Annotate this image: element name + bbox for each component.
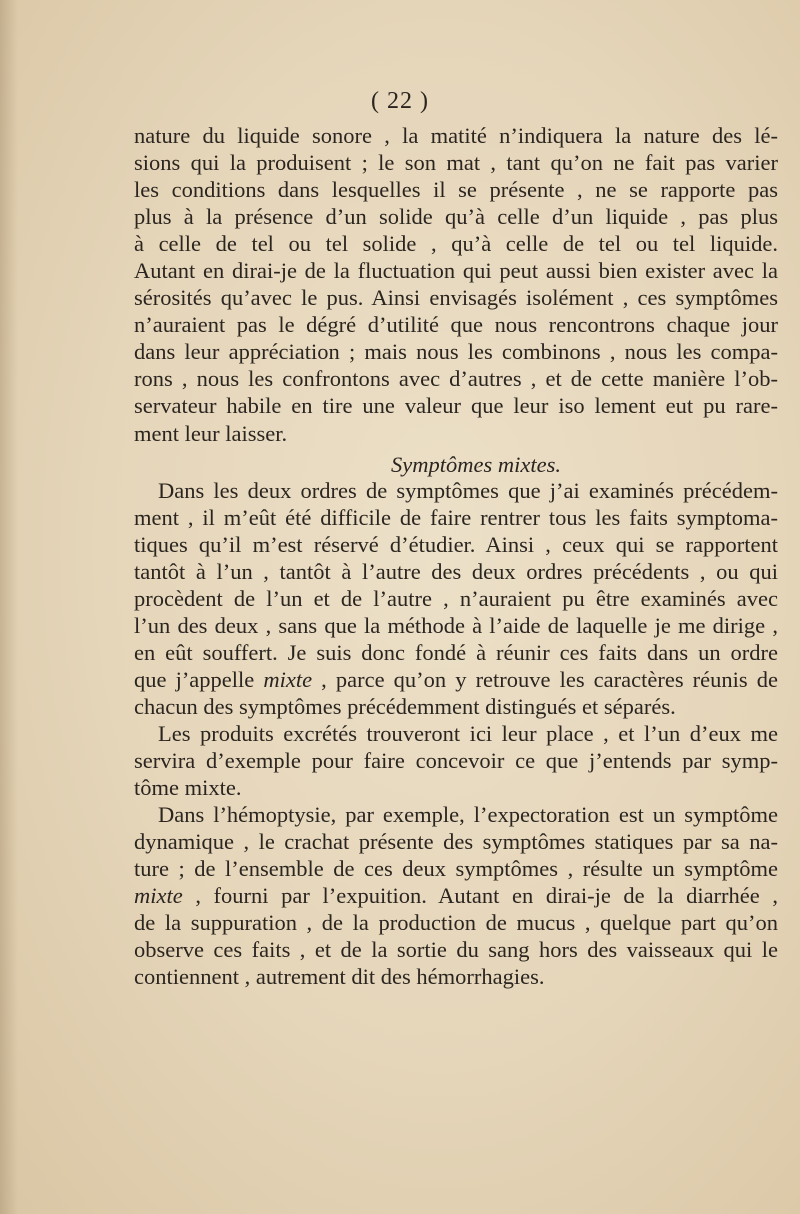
text-line: plus à la présence d’un solide qu’à celle d’un liquide , pas plus xyxy=(134,204,778,230)
text-line: ment , il m’eût été difficile de faire rentrer tous les faits symptoma- xyxy=(134,504,778,530)
text-line: en eût souffert. Je suis donc fondé à réunir ces faits dans un ordre xyxy=(134,639,778,665)
text-line: dans leur appréciation ; mais nous les combinons , nous les compa- xyxy=(134,339,778,365)
paragraph xyxy=(134,801,778,990)
text-line: contiennent , autrement dit des hémorrhagies. xyxy=(134,964,545,990)
text-line: tiques qu’il m’est réservé d’étudier. Ainsi , ceux qui se rapportent xyxy=(134,531,778,557)
text-line: sérosités qu’avec le pus. Ainsi envisagés isolément , ces symptômes xyxy=(134,285,778,311)
text-line: à celle de tel ou tel solide , qu’à celle de tel ou tel liquide. xyxy=(134,231,778,257)
text-line: Les produits excrétés trouveront ici leur place , et l’un d’eux me xyxy=(158,720,778,746)
text-line: tôme mixte. xyxy=(134,775,242,801)
text-line: procèdent de l’un et de l’autre , n’auraient pu être examinés avec xyxy=(134,585,778,611)
text-line: servira d’exemple pour faire concevoir ce que j’entends par symp- xyxy=(134,748,778,774)
text-line: chacun des symptômes précédemment distingués et séparés. xyxy=(134,693,676,719)
paragraph xyxy=(134,477,778,720)
text-line: nature du liquide sonore , la matité n’indiquera la nature des lé- xyxy=(134,123,778,148)
text-line: Dans l’hémoptysie, par exemple, l’expectoration est un symptôme xyxy=(158,802,778,828)
text-line: ment leur laisser. xyxy=(134,420,288,446)
text-line: l’un des deux , sans que la méthode à l’aide de laquelle je me dirige , xyxy=(134,612,778,638)
text-line: sions qui la produisent ; le son mat , tant qu’on ne fait pas varier xyxy=(134,150,778,176)
text-line: que j’appelle mixte , parce qu’on y retrouve les caractères réunis de xyxy=(134,666,778,692)
body-text xyxy=(134,122,778,990)
text-line: tantôt à l’un , tantôt à l’autre des deux ordres précédents , ou qui xyxy=(134,558,778,584)
text-line: les conditions dans lesquelles il se présente , ne se rapporte pas xyxy=(134,177,778,203)
text-line: de la suppuration , de la production de mucus , quelque part qu’on xyxy=(134,910,778,936)
text-line: ture ; de l’ensemble de ces deux symptômes , résulte un symptôme xyxy=(134,856,778,882)
text-line: Dans les deux ordres de symptômes que j’ai examinés précédem- xyxy=(158,477,778,503)
section-heading: Symptômes mixtes. xyxy=(391,451,561,477)
page-gutter-shadow xyxy=(0,0,18,1214)
page-number: ( 22 ) xyxy=(371,88,429,114)
paragraph xyxy=(134,122,778,447)
italic-term: mixte xyxy=(134,883,183,909)
text-line: n’auraient pas le dégré d’utilité que nous rencontrons chaque jour xyxy=(134,312,778,338)
italic-term: mixte xyxy=(263,666,313,692)
text-line: observe ces faits , et de la sortie du sang hors des vaisseaux qui le xyxy=(134,937,778,963)
paragraph xyxy=(134,720,778,801)
text-line: rons , nous les confrontons avec d’autres , et de cette manière l’ob- xyxy=(134,366,778,392)
text-line: mixte , fourni par l’expuition. Autant en dirai-je de la diarrhée , xyxy=(134,883,778,909)
text-line: Autant en dirai-je de la fluctuation qui peut aussi bien exister avec la xyxy=(134,258,778,284)
text-line: dynamique , le crachat présente des symptômes statiques par sa na- xyxy=(134,829,778,855)
text-line: servateur habile en tire une valeur que leur iso lement eut pu rare- xyxy=(134,393,778,419)
